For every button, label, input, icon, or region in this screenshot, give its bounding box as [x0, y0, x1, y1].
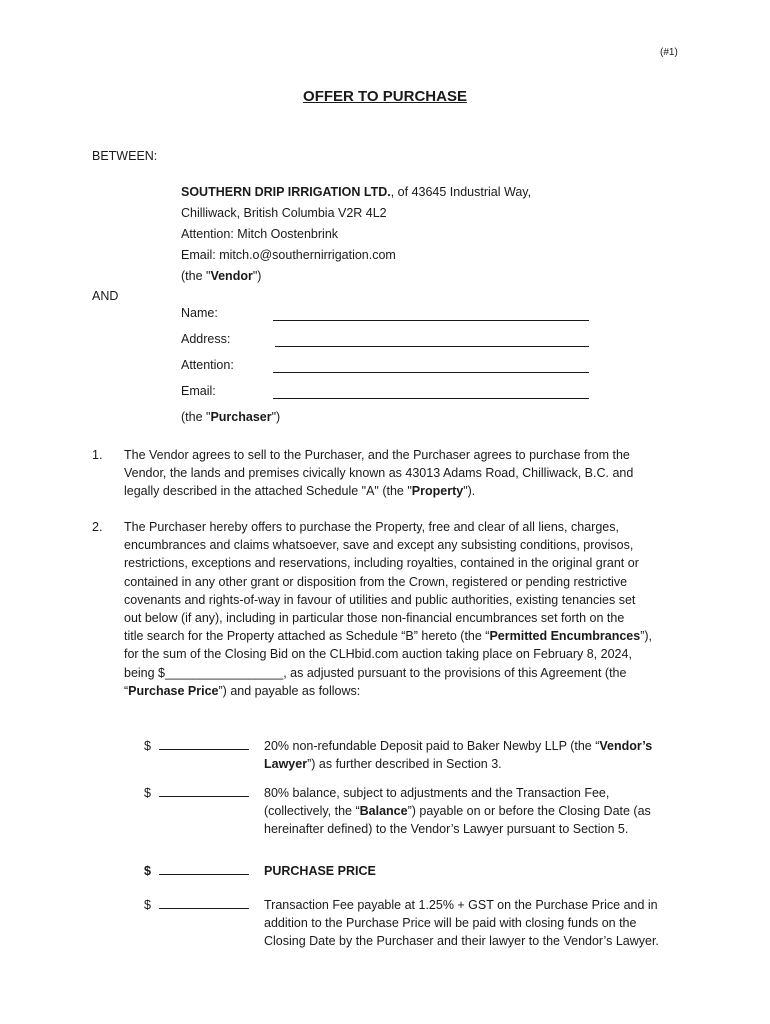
purchaser-defined-term: (the "Purchaser"): [181, 410, 281, 424]
vendor-defined-term: (the "Vendor"): [181, 269, 262, 283]
purchaser-address-label: Address:: [181, 332, 231, 346]
purchaser-attention-field[interactable]: [181, 358, 591, 378]
deposit-description: 20% non-refundable Deposit paid to Baker Newby LLP (the “Vendor’s Lawyer”) as further described in Section 3.: [264, 739, 653, 772]
vendor-attention: Attention: Mitch Oostenbrink: [181, 227, 339, 241]
purchaser-email-line[interactable]: [273, 398, 589, 399]
clause-1-number: 1.: [92, 448, 103, 462]
purchaser-attention-label: Attention:: [181, 358, 234, 372]
purchaser-name-label: Name:: [181, 306, 218, 320]
balance-amount-field[interactable]: $: [144, 784, 249, 800]
transaction-fee-amount-field[interactable]: $: [144, 896, 249, 912]
clause-1-text: The Vendor agrees to sell to the Purchaser, and the Purchaser agrees to purchase from the Vendor, the lands and premises civically known as 43013 Adams Road, Chilliwack, B.C. and legally described in the attached Schedule "A" (the "Property").: [124, 448, 634, 499]
purchaser-address-line[interactable]: [275, 346, 589, 347]
balance-description: 80% balance, subject to adjustments and the Transaction Fee, (collectively, the “Balance”) payable on or before the Closing Date (as hereinafter defined) to the Vendor’s Lawyer pursuant to Section 5.: [264, 786, 651, 837]
vendor-address-line2: Chilliwack, British Columbia V2R 4L2: [181, 206, 387, 220]
between-label: BETWEEN:: [92, 149, 158, 163]
purchase-price-blank[interactable]: being $_________________, as adjusted pursuant to the provisions of this Agreement (the: [124, 665, 627, 680]
and-label: AND: [92, 289, 119, 303]
purchase-price-label: PURCHASE PRICE: [264, 864, 376, 878]
document-title: OFFER TO PURCHASE: [303, 88, 467, 105]
vendor-email: Email: mitch.o@southernirrigation.com: [181, 248, 396, 262]
purchaser-attention-line[interactable]: [273, 372, 589, 373]
clause-2-number: 2.: [92, 520, 103, 534]
vendor-block: [181, 182, 589, 287]
page-number: (#1): [660, 47, 678, 58]
purchaser-name-field[interactable]: [181, 306, 591, 326]
purchaser-email-field[interactable]: [181, 384, 591, 404]
deposit-amount-field[interactable]: $: [144, 737, 249, 753]
vendor-address-part1: , of 43645 Industrial Way,: [390, 185, 532, 199]
purchaser-email-label: Email:: [181, 384, 216, 398]
transaction-fee-description: Transaction Fee payable at 1.25% + GST on the Purchase Price and in addition to the Purchase Price will be paid with closing funds on the Closing Date by the Purchaser and their lawyer to the Vendor’s Lawyer.: [264, 898, 659, 949]
clause-2-text: The Purchaser hereby offers to purchase the Property, free and clear of all liens, charges, encumbrances and claims whatsoever, save and except any subsisting conditions, provisos, restrictions, exceptions and reservations, including royalties, contained in the original grant or contained in any other grant or disposition from the Crown, registered or pending restrictive covenants and rights-of-way in favour of utilities and public authorities, existing tenancies set out below (if any), including in particular those non-financial encumbrances set forth on the title search for the Property attached as Schedule “B” hereto (the “Permitted Encumbrances”), for the sum of the Closing Bid on the CLHbid.com auction taking place on February 8, 2024, being $_________________, as adjusted pursuant to the provisions of this Agreement (the “Purchase Price”) and payable as follows:: [124, 518, 680, 700]
purchase-price-amount-field[interactable]: $: [144, 862, 249, 878]
vendor-name: SOUTHERN DRIP IRRIGATION LTD.: [181, 185, 391, 199]
purchaser-address-field[interactable]: [181, 332, 591, 352]
purchaser-name-line[interactable]: [273, 320, 589, 321]
